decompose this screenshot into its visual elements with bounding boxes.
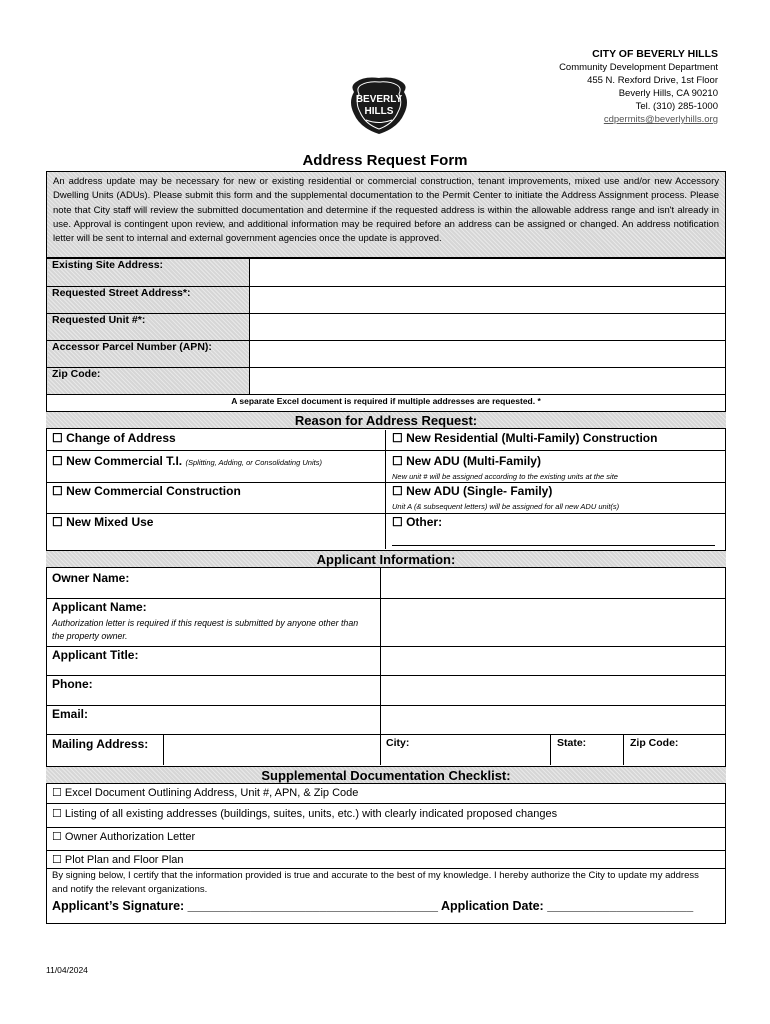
applicant-title-label: Applicant Title: (52, 648, 139, 662)
city-label: City: (386, 737, 410, 749)
zip-code-label: Zip Code: (47, 368, 250, 395)
multi-address-note: A separate Excel document is required if multiple addresses are requested. * (231, 396, 541, 406)
form-title: Address Request Form (302, 152, 468, 169)
new-commercial-ti-checkbox[interactable] (52, 454, 322, 468)
address-line-2: Beverly Hills, CA 90210 (618, 88, 718, 99)
address-line-1: 455 N. Rexford Drive, 1st Floor (587, 75, 718, 86)
divider (46, 450, 726, 451)
email-link[interactable]: cdpermits@beverlyhills.org (603, 114, 718, 125)
requested-unit-label: Requested Unit #*: (47, 314, 250, 341)
checklist-item-authorization[interactable]: ☐ Owner Authorization Letter (52, 831, 196, 843)
new-mixed-use-checkbox[interactable]: ☐ New Mixed Use (52, 515, 154, 529)
revision-date: 11/04/2024 (46, 965, 88, 975)
divider (46, 675, 726, 676)
signature-line[interactable]: Applicant’s Signature: ____________________________________ Application Date: _____________________ (52, 899, 694, 913)
phone-label: Phone: (52, 677, 93, 691)
applicant-heading: Applicant Information: (46, 550, 726, 568)
logo-text-1: BEVERLY (355, 94, 403, 105)
divider (46, 598, 726, 599)
requested-unit-input[interactable] (250, 314, 726, 341)
org-name: CITY OF BEVERLY HILLS (592, 48, 718, 60)
new-residential-checkbox[interactable]: ☐ New Residential (Multi-Family) Construction (392, 431, 658, 445)
owner-name-label: Owner Name: (52, 571, 130, 585)
divider (46, 513, 726, 514)
checklist-item-excel[interactable]: ☐ Excel Document Outlining Address, Unit #, APN, & Zip Code (52, 787, 359, 799)
checklist-item-plot-plan[interactable]: ☐ Plot Plan and Floor Plan (52, 854, 184, 866)
divider (46, 646, 726, 647)
new-commercial-ti-note: (Splitting, Adding, or Consolidating Units) (185, 458, 322, 467)
mailing-address-label: Mailing Address: (52, 737, 149, 751)
new-commercial-ti-label: ☐ New Commercial T.I. (52, 454, 183, 468)
requested-street-address-input[interactable] (250, 287, 726, 314)
new-adu-single-note: Unit A (& subsequent letters) will be assigned for all new ADU unit(s) (392, 502, 620, 511)
other-input-line[interactable] (392, 545, 715, 546)
new-commercial-construction-checkbox[interactable]: ☐ New Commercial Construction (52, 484, 241, 498)
dept-name: Community Development Department (559, 62, 718, 73)
intro-text: An address update may be necessary for new or existing residential or commercial construction, tenant improvements, mixed use and/or new Accessory Dwelling Units (ADUs). Please submit this form and the supplemental documentation to the Permit Center to initiate the Address Assignment process. Please note that City staff will review the submitted documentation and determine if the requested address is within the allowable address range and isn't already in use. Approval is contingent upon review, and additional information may be required before an address can be assigned or changed. An address notification letter will be sent to internal and external government agencies once the update is approved. (46, 171, 726, 258)
logo-text-2: HILLS (364, 106, 394, 117)
email-label: Email: (52, 707, 89, 721)
certification-text: By signing below, I certify that the information provided is true and accurate to the best of my knowledge. I hereby authorize the City to update my address and notify the relevant organizations. (52, 870, 699, 895)
checklist-heading: Supplemental Documentation Checklist: (46, 766, 726, 784)
requested-street-address-label: Requested Street Address*: (47, 287, 250, 314)
divider (46, 803, 726, 804)
column-divider (385, 430, 386, 549)
new-adu-single-checkbox[interactable]: ☐ New ADU (Single- Family) (392, 484, 553, 498)
existing-site-address-label: Existing Site Address: (47, 259, 250, 287)
divider (46, 705, 726, 706)
state-label: State: (557, 737, 587, 749)
apn-input[interactable] (250, 341, 726, 368)
divider (46, 482, 726, 483)
applicant-name-label: Applicant Name: (52, 600, 147, 614)
reason-heading: Reason for Address Request: (46, 411, 726, 429)
divider (46, 827, 726, 828)
phone-number: Tel. (310) 285-1000 (635, 101, 718, 112)
new-adu-multi-checkbox[interactable]: ☐ New ADU (Multi-Family) (392, 454, 541, 468)
column-divider (623, 734, 624, 765)
contact-block (559, 48, 718, 126)
other-checkbox[interactable]: ☐ Other: (392, 515, 443, 529)
site-address-table (46, 258, 726, 395)
apn-label: Accessor Parcel Number (APN): (47, 341, 250, 368)
new-adu-multi-note: New unit # will be assigned according to the existing units at the site (392, 472, 618, 481)
zip-code-input[interactable] (250, 368, 726, 395)
divider (46, 734, 726, 735)
applicant-name-note: Authorization letter is required if this request is submitted by anyone other than the property owner. (52, 618, 359, 641)
column-divider (550, 734, 551, 765)
divider (46, 850, 726, 851)
zip-code-field-label: Zip Code: (630, 737, 679, 749)
column-divider (163, 734, 164, 765)
existing-site-address-input[interactable] (250, 259, 726, 287)
change-of-address-checkbox[interactable]: ☐ Change of Address (52, 431, 176, 445)
city-seal-logo (346, 72, 412, 138)
checklist-item-listing[interactable]: ☐ Listing of all existing addresses (buildings, suites, units, etc.) with clearly indicated proposed changes (52, 808, 558, 820)
